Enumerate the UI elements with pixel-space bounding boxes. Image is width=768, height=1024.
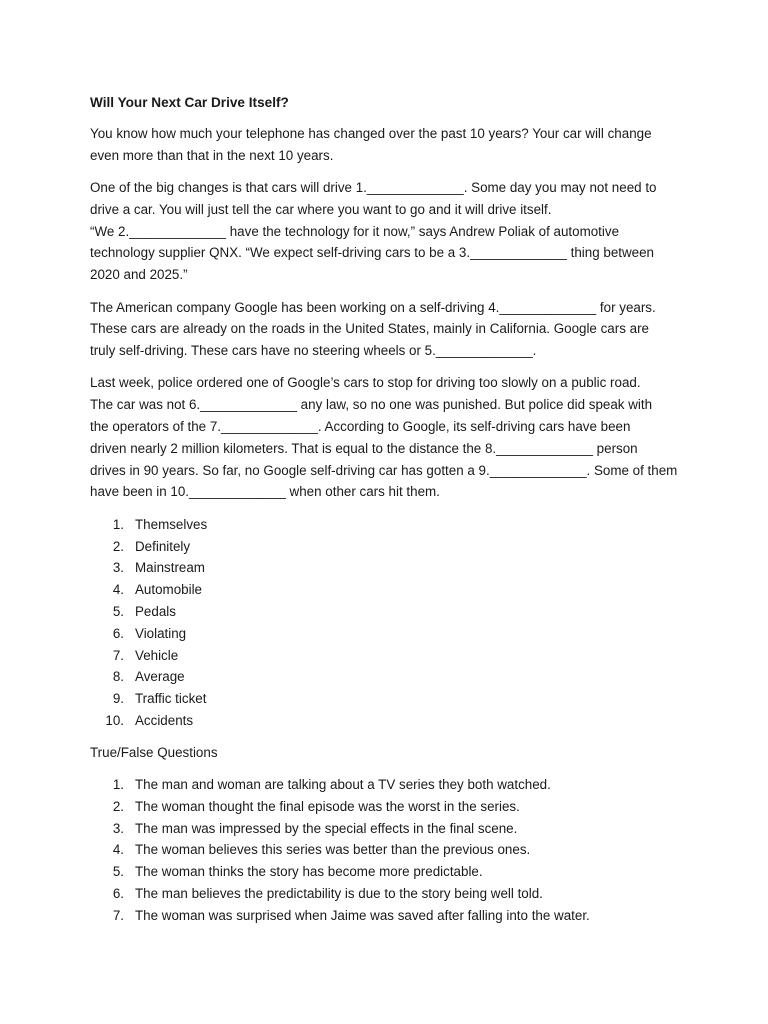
list-item-number: 3. [112,820,124,836]
list-item-text: Accidents [135,712,194,728]
list-item-number: 5. [112,603,124,619]
list-item-number: 9. [112,691,124,707]
paragraph-line: “We 2._____________ have the technology for it now,” says Andrew Poliak of automotive [90,223,620,239]
list-item [90,579,690,601]
list-item-number: 3. [112,560,124,576]
paragraph-police [90,372,690,503]
list-item [90,645,690,667]
document-title: Will Your Next Car Drive Itself? [90,95,289,110]
paragraph-line: 2020 and 2025.” [90,267,188,283]
list-item-text: The man and woman are talking about a TV series they both watched. [135,777,551,793]
list-item [90,601,690,623]
list-item-text: Traffic ticket [135,691,207,707]
list-item [90,861,690,883]
paragraph-line: the operators of the 7._____________. According to Google, its self-driving cars have been [90,419,631,435]
list-item-number: 2. [112,538,124,554]
list-item [90,774,690,796]
paragraph-line: The car was not 6._____________ any law, so no one was punished. But police did speak with [90,397,653,413]
list-item-number: 7. [112,907,124,923]
list-item-text: Definitely [135,538,191,554]
paragraph-line: Last week, police ordered one of Google’s cars to stop for driving too slowly on a public road. [90,375,641,391]
paragraph-line: You know how much your telephone has changed over the past 10 years? Your car will change [90,126,652,141]
list-item [90,688,690,710]
list-item [90,796,690,818]
paragraph-google [90,297,690,362]
list-item-number: 6. [112,625,124,641]
list-item-text: Vehicle [135,647,179,663]
list-item-number: 4. [112,842,124,858]
list-item-text: Pedals [135,603,176,619]
list-item-number: 4. [112,582,124,598]
list-item-text: Violating [135,625,187,641]
list-item-text: The man was impressed by the special effects in the final scene. [135,820,518,836]
list-item-text: The woman thought the final episode was the worst in the series. [135,798,520,814]
list-item [90,623,690,645]
list-item-text: The man believes the predictability is due to the story being well told. [135,886,543,901]
list-item [90,514,690,536]
list-item-text: Themselves [135,516,208,532]
paragraph-line: driven nearly 2 million kilometers. That is equal to the distance the 8._____________ person [90,440,638,456]
paragraph-changes [90,177,690,286]
list-item-number: 7. [112,647,124,663]
list-item-text: Automobile [135,582,202,598]
list-item-text: Mainstream [135,560,205,576]
paragraph-line: These cars are already on the roads in the United States, mainly in California. Google cars are [90,321,649,337]
paragraph-line: have been in 10._____________ when other cars hit them. [90,484,440,500]
list-item [90,818,690,840]
list-item-number: 1. [112,777,124,793]
paragraph-line: drive a car. You will just tell the car where you want to go and it will drive itself. [90,201,552,217]
list-item-text: Average [135,669,185,685]
paragraph-line: technology supplier QNX. “We expect self-driving cars to be a 3._____________ thing between [90,245,654,261]
true-false-list [90,774,690,927]
paragraph-line: even more than that in the next 10 years. [90,147,334,163]
list-item [90,905,690,927]
list-item-number: 8. [112,669,124,685]
paragraph-line: One of the big changes is that cars will drive 1._____________. Some day you may not need to [90,180,657,196]
paragraph-line: drives in 90 years. So far, no Google self-driving car has gotten a 9._____________. Some of them [90,462,678,478]
list-item [90,839,690,861]
list-item-text: The woman thinks the story has become more predictable. [135,864,483,880]
list-item [90,666,690,688]
list-item-number: 1. [112,516,124,532]
list-item-number: 6. [112,886,124,901]
list-item-number: 10. [105,712,124,728]
list-item-number: 2. [112,798,124,814]
list-item-text: The woman believes this series was better than the previous ones. [135,842,531,858]
paragraph-intro [90,123,690,167]
list-item [90,883,690,905]
list-item [90,557,690,579]
list-item [90,710,690,732]
true-false-heading: True/False Questions [90,744,218,760]
paragraph-line: truly self-driving. These cars have no steering wheels or 5._____________. [90,343,537,359]
word-list [90,514,690,732]
document-page [90,92,690,937]
list-item-number: 5. [112,864,124,880]
paragraph-line: The American company Google has been working on a self-driving 4._____________ for years. [90,299,656,315]
list-item-text: The woman was surprised when Jaime was saved after falling into the water. [135,907,590,923]
list-item [90,536,690,558]
